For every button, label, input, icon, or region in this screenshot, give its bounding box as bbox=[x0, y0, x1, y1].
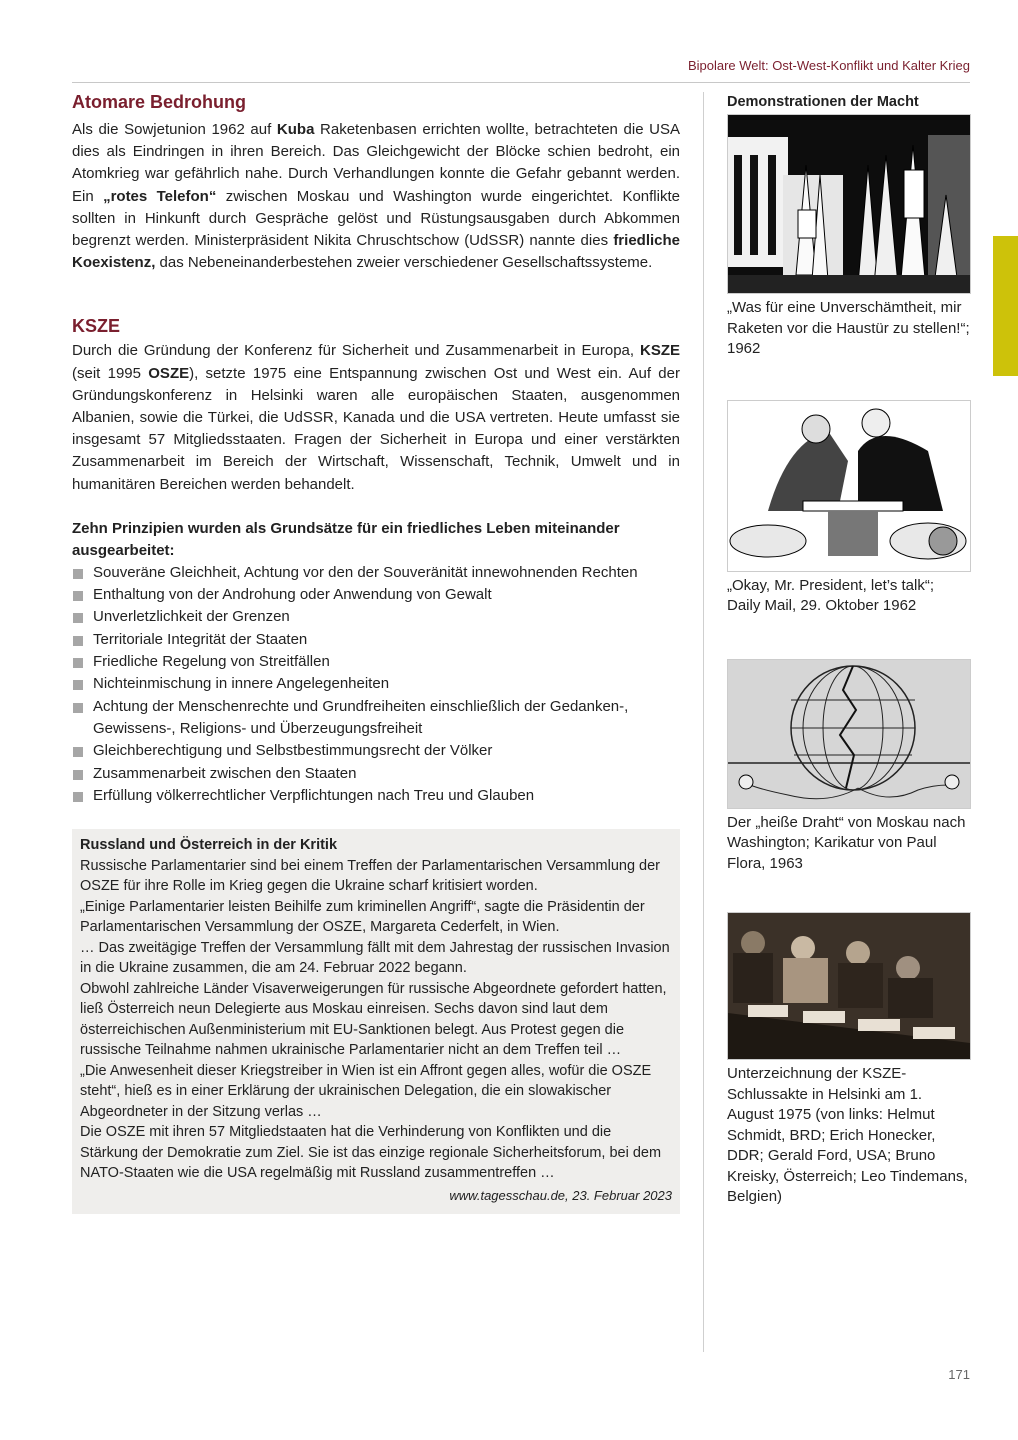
running-head: Bipolare Welt: Ost-West-Konflikt und Kalter Krieg bbox=[687, 58, 970, 73]
list-item: Unverletzlichkeit der Grenzen bbox=[72, 606, 680, 628]
square-bullet-icon bbox=[73, 658, 83, 668]
section-title-ksze: KSZE bbox=[72, 316, 121, 337]
ksze-text: Durch die Gründung der Konferenz für Sicherheit und Zusammenarbeit in Europa, KSZE (seit 1995 OSZE), setzte 1975 eine Entspannung zwischen Ost und West ein. Auf der Gründungskonferenz in Helsinki waren alle europäischen Staaten, ausgenommen Albanien, sowie die Türkei, die UdSSR, Kanada und die USA vertreten. Heute umfasst sie insgesamt 57 Mitgliedsstaaten. Fragen der Sicherheit in Europa und einer verstärkten Zusammenarbeit im Bereich der Wirtschaft, Wissenschaft, Technik, Umwelt und in humanitären Bereichen werden behandelt. bbox=[72, 342, 680, 493]
page-number: 171 bbox=[948, 1367, 970, 1382]
box-paragraph: … Das zweitägige Treffen der Versammlung fällt mit dem Jahrestag der russischen Invasion in die Ukraine zusammen, die am 24. Februar 2022 begann. bbox=[80, 939, 670, 977]
figure-caption: „Okay, Mr. President, let’s talk“; Daily Mail, 29. Oktober 1962 bbox=[727, 576, 935, 614]
box-paragraph: Obwohl zahlreiche Länder Visaverweigerungen für russische Abgeordnete gefordert hatten, ließ Österreich neun Delegierte aus Moskau einreisen. Sechs davon sind laut dem österreichischen Außenministerium mit EU-Sanktionen belegt. Aus Protest gegen die russische Teilnahme nahmen ukrainische Parlamentarier nicht an dem Treffen teil … bbox=[80, 980, 667, 1059]
globe-illustration-icon bbox=[728, 660, 970, 808]
square-bullet-icon bbox=[73, 591, 83, 601]
box-paragraph: „Die Anwesenheit dieser Kriegstreiber in Wien ist ein Affront gegen alles, wofür die OSZE steht“, hieß es in einer Erklärung der ukrainischen Delegation, die ein slowakischer Abgeordneter in der Sitzung verlas … bbox=[80, 1062, 652, 1120]
box-paragraph: „Einige Parlamentarier leisten Beihilfe zum kriminellen Angriff“, sagte die Präsidentin der Parlamentarischen Versammlung der OSZE, Margareta Cederfelt, in Wien. bbox=[80, 898, 645, 936]
list-item: Souveräne Gleichheit, Achtung vor den der Souveränität innewohnenden Rechten bbox=[72, 562, 680, 584]
list-item: Zusammenarbeit zwischen den Staaten bbox=[72, 763, 680, 785]
chapter-tab-marker bbox=[993, 236, 1018, 376]
square-bullet-icon bbox=[73, 747, 83, 757]
figure-caption: „Was für eine Unverschämtheit, mir Raketen vor die Haustür zu stellen!“; 1962 bbox=[727, 299, 970, 357]
figure-caption: Unterzeichnung der KSZE-Schlussakte in Helsinki am 1. August 1975 (von links: Helmut Schmidt, BRD; Erich Honecker, DDR; Gerald Ford, USA; Bruno Kreisky, Österreich; Leo Tindemans, Belgien) bbox=[727, 1065, 968, 1205]
list-item: Gleichberechtigung und Selbstbestimmungsrecht der Völker bbox=[72, 740, 680, 762]
list-item: Erfüllung völkerrechtlicher Verpflichtungen nach Treu und Glauben bbox=[72, 785, 680, 807]
header-rule bbox=[72, 82, 970, 83]
sidebar-heading: Demonstrationen der Macht bbox=[727, 94, 919, 110]
box-title: Russland und Österreich in der Kritik bbox=[80, 837, 338, 854]
column-divider bbox=[703, 92, 704, 1352]
list-item: Territoriale Integrität der Staaten bbox=[72, 629, 680, 651]
principles-heading: Zehn Prinzipien wurden als Grundsätze für ein friedliches Leben miteinander ausgearbeitet: bbox=[72, 519, 620, 559]
square-bullet-icon bbox=[73, 569, 83, 579]
source-box bbox=[72, 829, 680, 1214]
square-bullet-icon bbox=[73, 613, 83, 623]
atomare-bedrohung-text: Als die Sowjetunion 1962 auf Kuba Raketenbasen errichten wollte, betrachteten die USA dies als Eindringen in ihren Bereich. Das Gleichgewicht der Blöcke schien bedroht, ein Atomkrieg war gefährlich nahe. Durch Verhandlungen konnte die Gefahr gebannt werden. Ein „rotes Telefon“ zwischen Moskau und Washington wurde eingerichtet. Konflikte sollten in Hinkunft durch Gespräche gelöst und Rüstungsausgaben durch Abkommen begrenzt werden. Ministerpräsident Nikita Chruschtschow (UdSSR) nannte dies friedliche Koexistenz, das Nebeneinanderbestehen zweier verschiedener Gesellschaftssysteme. bbox=[72, 121, 680, 272]
figure-caption: Der „heiße Draht“ von Moskau nach Washington; Karikatur von Paul Flora, 1963 bbox=[727, 813, 966, 872]
square-bullet-icon bbox=[73, 770, 83, 780]
list-item: Enthaltung von der Androhung oder Anwendung von Gewalt bbox=[72, 584, 680, 606]
signing-photo-illustration-icon bbox=[728, 913, 970, 1059]
square-bullet-icon bbox=[73, 636, 83, 646]
cartoon-rockets-image bbox=[727, 114, 971, 294]
square-bullet-icon bbox=[73, 792, 83, 802]
sidebar bbox=[727, 94, 971, 1208]
helsinki-signing-photo bbox=[727, 912, 971, 1060]
section-title-atomare-bedrohung: Atomare Bedrohung bbox=[72, 92, 247, 112]
list-item: Nichteinmischung in innere Angelegenheiten bbox=[72, 673, 680, 695]
principles-list bbox=[72, 562, 680, 807]
box-paragraph: Russische Parlamentarier sind bei einem Treffen der Parlamentarischen Versammlung der OSZE für ihre Rolle im Krieg gegen die Ukraine scharf kritisiert worden. bbox=[80, 857, 661, 895]
list-item: Achtung der Menschenrechte und Grundfreiheiten einschließlich der Gedanken-, Gewissens-, Religions- und Überzeugungsfreiheit bbox=[72, 696, 680, 741]
rockets-illustration-icon bbox=[728, 115, 970, 293]
cartoon-arm-wrestling-image bbox=[727, 400, 971, 572]
main-column bbox=[72, 92, 680, 1214]
box-paragraph: Die OSZE mit ihren 57 Mitgliedstaaten hat die Verhinderung von Konflikten und die Stärkung der Demokratie zum Ziel. Sie ist das einzige regionale Sicherheitsforum, bei dem NATO-Staaten wie die USA regelmäßig mit Russland zusammentreffen … bbox=[80, 1124, 662, 1182]
box-source: www.tagesschau.de, 23. Februar 2023 bbox=[449, 1187, 672, 1203]
cartoon-hot-wire-image bbox=[727, 659, 971, 809]
list-item: Friedliche Regelung von Streitfällen bbox=[72, 651, 680, 673]
square-bullet-icon bbox=[73, 703, 83, 713]
square-bullet-icon bbox=[73, 680, 83, 690]
arm-wrestling-illustration-icon bbox=[728, 401, 970, 571]
